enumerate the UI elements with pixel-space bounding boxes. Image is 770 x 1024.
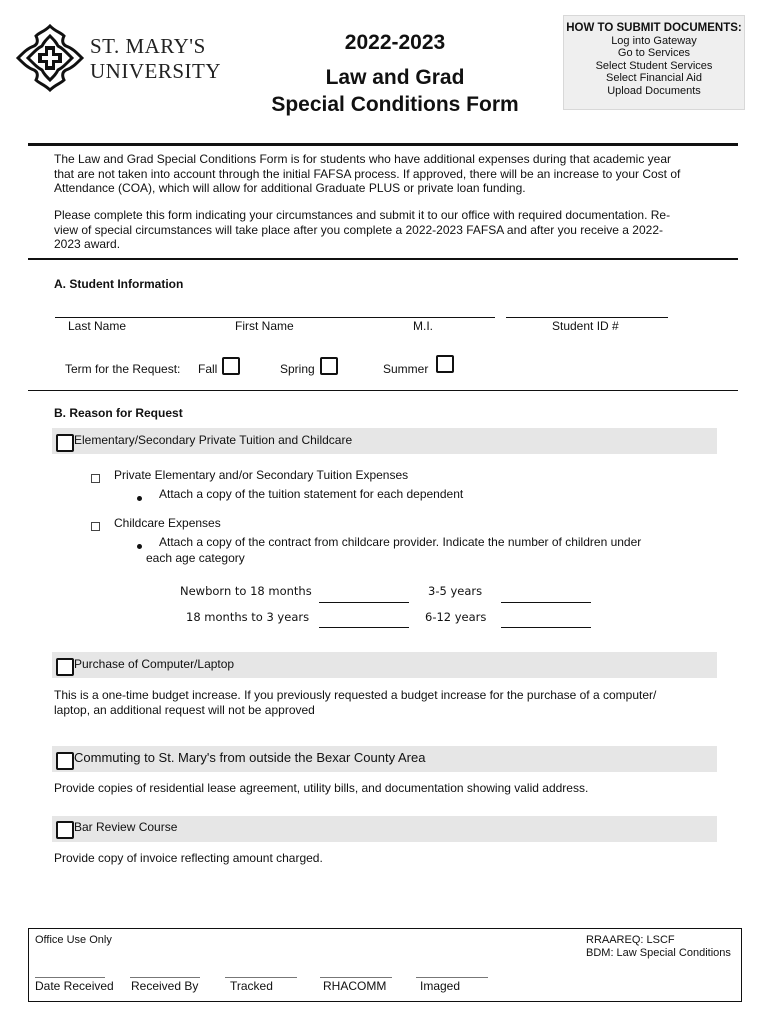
intro-paragraph-2 [54, 208, 724, 252]
childcare-item: Childcare Expenses [114, 516, 221, 530]
date-received-line[interactable] [35, 977, 105, 978]
tracked-line[interactable] [225, 977, 297, 978]
reason-tuition-childcare-checkbox[interactable] [56, 434, 74, 452]
age-18mo-3yr-label: 18 months to 3 years [186, 610, 310, 624]
submit-instructions-box [563, 15, 745, 110]
reason-computer-title: Purchase of Computer/Laptop [74, 657, 235, 671]
tuition-item: Private Elementary and/or Secondary Tuition Expenses [114, 468, 409, 482]
imaged-line[interactable] [416, 977, 488, 978]
section-a-heading: A. Student Information [54, 277, 184, 291]
age-newborn-18mo-input-line[interactable] [319, 602, 409, 603]
submit-step: Select Financial Aid [606, 72, 702, 84]
desc-line: laptop, an additional request will not be approved [54, 702, 315, 717]
submit-heading: HOW TO SUBMIT DOCUMENTS: [566, 22, 742, 34]
reason-computer-checkbox[interactable] [56, 658, 74, 676]
rhacomm-line[interactable] [320, 977, 392, 978]
office-use-label: Office Use Only [35, 934, 112, 946]
submit-step: Log into Gateway [611, 34, 697, 47]
reason-commuting-desc: Provide copies of residential lease agreement, utility bills, and documentation showing valid address. [54, 781, 589, 795]
intro-line: Please complete this form indicating your circumstances and submit it to our office with required documentation. Re- [54, 208, 671, 222]
form-title-line-2: Special Conditions Form [271, 93, 519, 116]
reason-tuition-childcare-title: Elementary/Secondary Private Tuition and Childcare [74, 433, 353, 447]
intro-line: that are not taken into account through the initial FAFSA process. If approved, there will be an increase to your Cost of [54, 166, 681, 181]
intro-paragraph-1 [54, 152, 724, 196]
rhacomm-label: RHACOMM [323, 979, 387, 993]
term-summer-label: Summer [383, 362, 429, 376]
term-spring-checkbox[interactable] [320, 357, 338, 375]
name-input-line[interactable] [55, 317, 495, 318]
student-id-label: Student ID # [552, 319, 619, 333]
childcare-instruction-line-1: Attach a copy of the contract from childcare provider. Indicate the number of children under [159, 535, 642, 549]
checkbox-icon[interactable] [91, 520, 100, 534]
reason-bar-review-title: Bar Review Course [74, 820, 178, 834]
age-3-5-label: 3-5 years [428, 584, 483, 598]
term-summer-checkbox[interactable] [436, 355, 454, 373]
bullet-icon [137, 490, 142, 504]
intro-line: Attendance (COA), which will allow for additional Graduate PLUS or private loan funding. [54, 181, 526, 195]
form-year: 2022-2023 [344, 31, 446, 54]
divider [28, 143, 738, 146]
intro-line: view of special circumstances will take place after you complete a 2022-2023 FAFSA and after you receive a 2022- [54, 222, 663, 237]
bdm-code: BDM: Law Special Conditions [586, 947, 731, 959]
age-18mo-3yr-input-line[interactable] [319, 627, 409, 628]
received-by-label: Received By [131, 979, 199, 993]
last-name-label: Last Name [68, 319, 127, 333]
term-spring-label: Spring [280, 362, 315, 376]
term-fall-label: Fall [198, 362, 218, 376]
divider [28, 390, 738, 391]
received-by-line[interactable] [130, 977, 200, 978]
childcare-instruction-line-2: each age category [146, 551, 245, 565]
submit-step: Select Student Services [595, 59, 713, 72]
logo-line-1: ST. MARY'S [90, 34, 206, 58]
checkbox-icon[interactable] [91, 472, 100, 486]
term-label: Term for the Request: [65, 362, 181, 376]
bullet-icon [137, 538, 142, 552]
logo-emblem-icon [14, 22, 86, 94]
divider [28, 258, 738, 260]
intro-line: The Law and Grad Special Conditions Form is for students who have additional expenses during that academic year [54, 152, 672, 166]
term-fall-checkbox[interactable] [222, 357, 240, 375]
rraareq-code: RRAAREQ: LSCF [586, 934, 675, 946]
form-title-line-1: Law and Grad [325, 66, 465, 89]
logo-line-2: UNIVERSITY [90, 59, 221, 83]
submit-step: Upload Documents [607, 84, 701, 97]
age-newborn-18mo-label: Newborn to 18 months [180, 584, 312, 598]
age-6-12-input-line[interactable] [501, 627, 591, 628]
date-received-label: Date Received [35, 979, 114, 993]
reason-bar-review-desc: Provide copy of invoice reflecting amount charged. [54, 851, 323, 865]
first-name-label: First Name [235, 319, 294, 333]
age-3-5-input-line[interactable] [501, 602, 591, 603]
submit-step: Go to Services [617, 47, 691, 59]
desc-line: This is a one-time budget increase. If you previously requested a budget increase for the purchase of a computer/ [54, 688, 657, 702]
age-6-12-label: 6-12 years [425, 610, 487, 624]
reason-commuting-title: Commuting to St. Mary's from outside the Bexar County Area [74, 750, 426, 765]
tuition-instruction: Attach a copy of the tuition statement for each dependent [159, 487, 464, 501]
middle-initial-label: M.I. [413, 319, 433, 333]
tracked-label: Tracked [230, 979, 273, 993]
reason-computer-desc [54, 688, 724, 717]
section-b-heading: B. Reason for Request [54, 406, 183, 420]
intro-line: 2023 award. [54, 237, 121, 251]
reason-bar-review-checkbox[interactable] [56, 821, 74, 839]
imaged-label: Imaged [420, 979, 461, 993]
reason-commuting-checkbox[interactable] [56, 752, 74, 770]
university-logo [14, 22, 221, 94]
student-id-input-line[interactable] [506, 317, 668, 318]
